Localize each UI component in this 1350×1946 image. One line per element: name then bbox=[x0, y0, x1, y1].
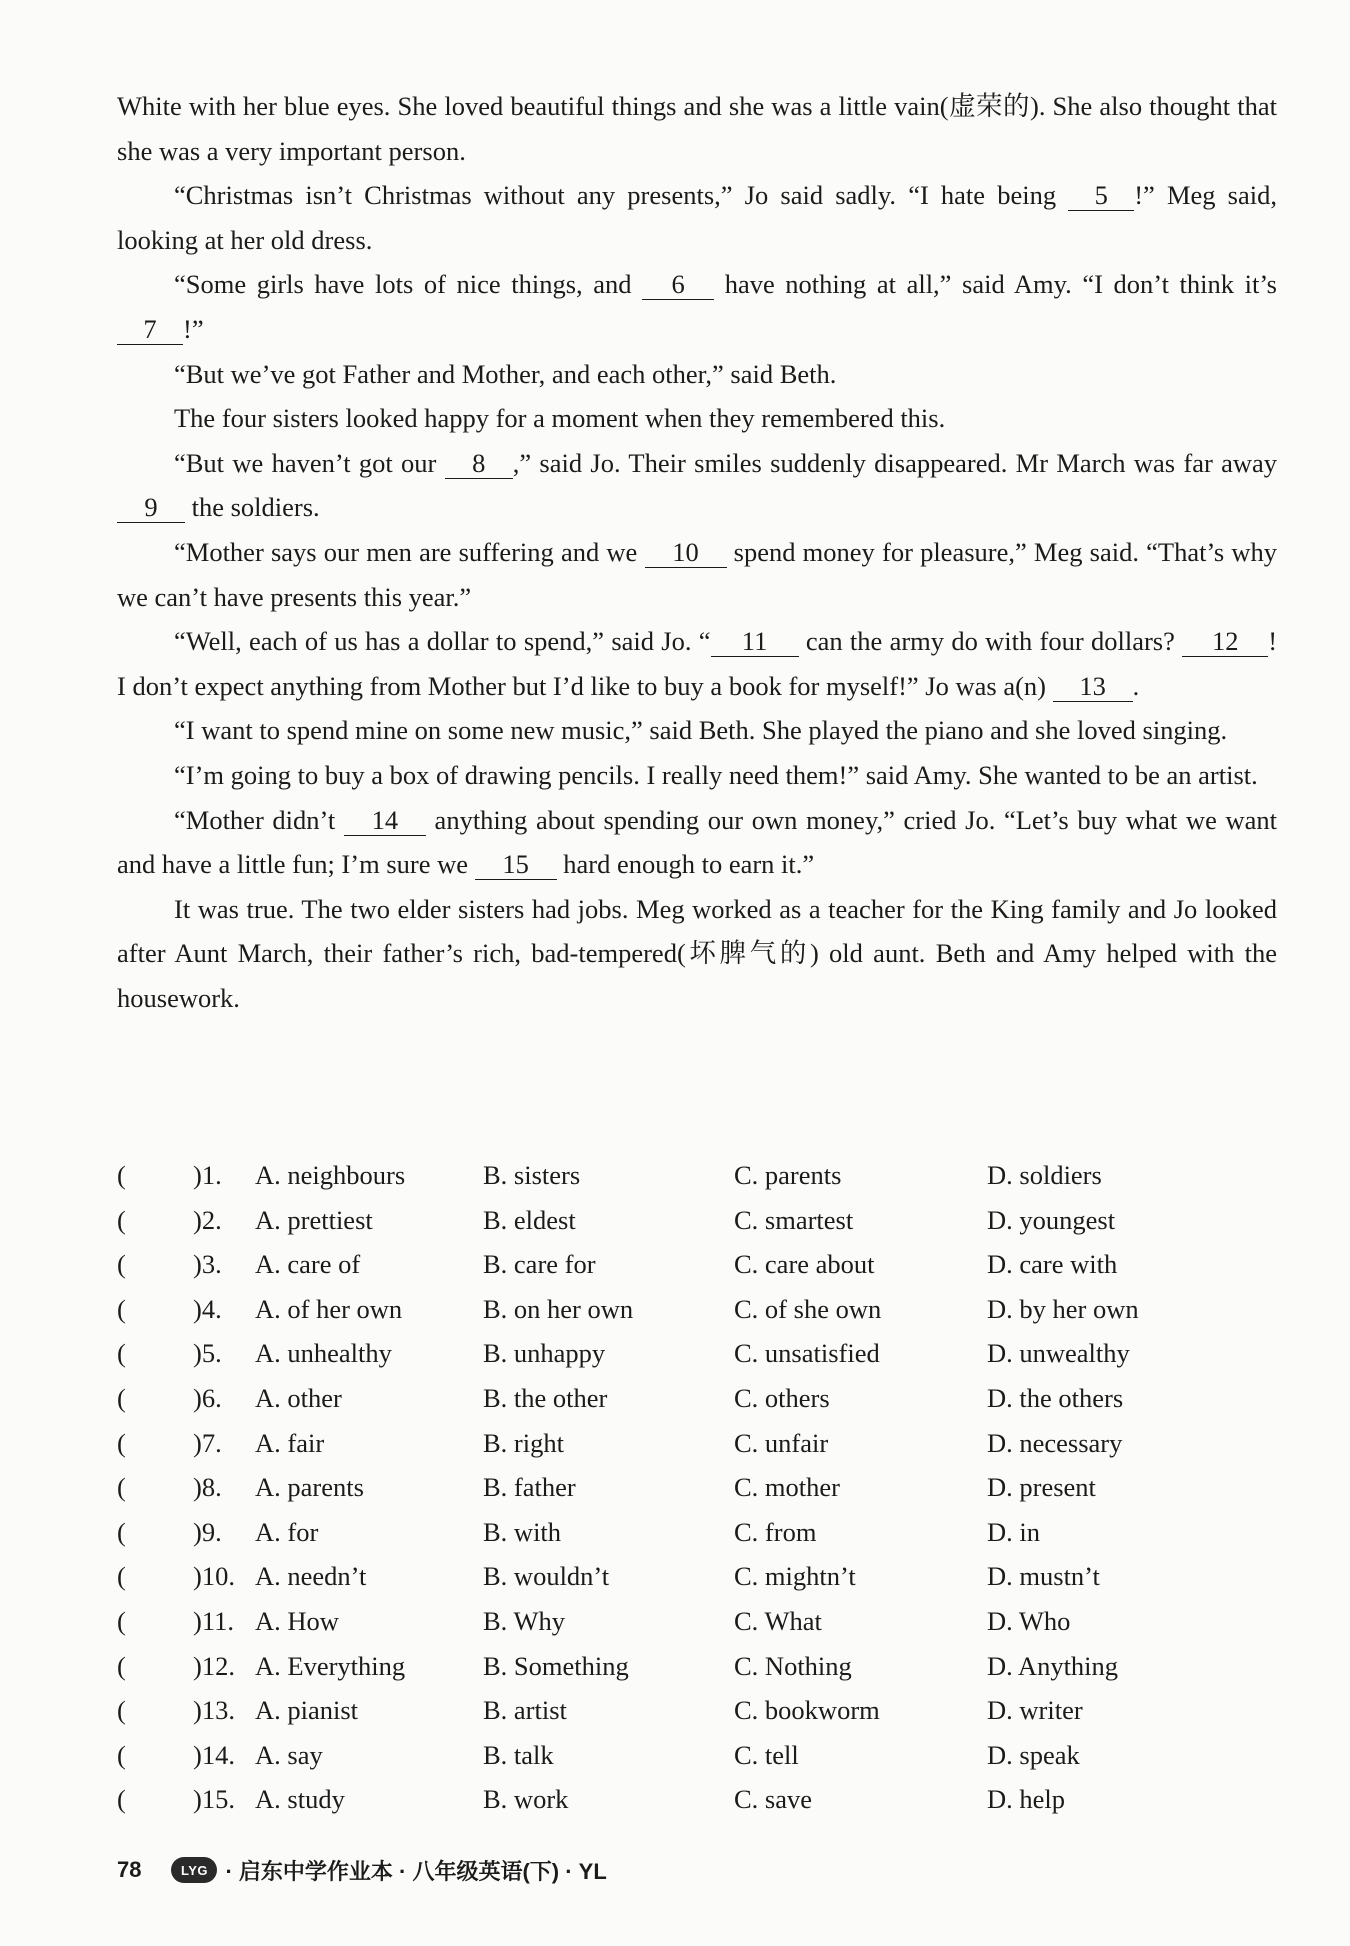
blank-9: 9 bbox=[117, 492, 185, 523]
passage-paragraph-8: “Well, each of us has a dollar to spend,” said Jo. “ 11 can the army do with four dollars? 12 ! I don’t expect anything from Mother but I’d like to buy a book for myself!” Jo was a(n) 13 . bbox=[117, 626, 1278, 701]
question-row bbox=[117, 1153, 1277, 1198]
option-a: A. study bbox=[255, 1784, 345, 1815]
question-row bbox=[117, 1733, 1277, 1778]
option-d: D. soldiers bbox=[987, 1160, 1102, 1190]
question-row bbox=[117, 1688, 1277, 1733]
option-a: A. needn’t bbox=[255, 1561, 367, 1592]
answer-paren: ( bbox=[117, 1427, 126, 1458]
passage-paragraph-6: “But we haven’t got our 8 ,” said Jo. Their smiles suddenly disappeared. Mr March was far away 9 the soldiers. bbox=[117, 441, 1277, 530]
option-a: A. pianist bbox=[255, 1695, 359, 1726]
question-number: )3. bbox=[193, 1249, 222, 1280]
question-number: )6. bbox=[193, 1382, 222, 1413]
option-c: C. save bbox=[734, 1784, 813, 1815]
answer-paren: ( bbox=[117, 1382, 126, 1413]
option-a: A. say bbox=[255, 1739, 323, 1770]
option-b: B. eldest bbox=[483, 1204, 576, 1235]
question-number: )15. bbox=[193, 1784, 235, 1815]
question-row bbox=[117, 1644, 1277, 1689]
passage-paragraph-7: “Mother says our men are suffering and we 10 spend money for pleasure,” Meg said. “That’s why we can’t have presents this year.” bbox=[117, 536, 1277, 612]
question-number: )13. bbox=[193, 1695, 235, 1726]
option-c: C. from bbox=[734, 1516, 817, 1547]
option-d: D. in bbox=[987, 1516, 1040, 1547]
publisher-logo: LYG bbox=[171, 1857, 217, 1883]
option-a: A. of her own bbox=[255, 1293, 403, 1324]
option-d: D. Anything bbox=[987, 1650, 1119, 1681]
option-b: B. the other bbox=[483, 1382, 608, 1413]
option-d: D. by her own bbox=[987, 1293, 1139, 1324]
option-a: A. Everything bbox=[255, 1650, 406, 1681]
answer-paren: ( bbox=[117, 1561, 126, 1592]
blank-14: 14 bbox=[344, 805, 426, 836]
answer-paren: ( bbox=[117, 1249, 126, 1280]
option-d: D. Who bbox=[987, 1605, 1071, 1636]
answer-paren: ( bbox=[117, 1338, 126, 1369]
question-row bbox=[117, 1599, 1277, 1644]
option-b: B. sisters bbox=[483, 1160, 581, 1190]
question-row bbox=[117, 1242, 1277, 1287]
question-number: )14. bbox=[193, 1739, 235, 1770]
answer-paren: ( bbox=[117, 1516, 126, 1547]
blank-15: 15 bbox=[475, 849, 557, 880]
blank-12: 12 bbox=[1182, 626, 1268, 657]
blank-13: 13 bbox=[1053, 671, 1133, 702]
option-c: C. smartest bbox=[734, 1204, 854, 1235]
option-b: B. father bbox=[483, 1472, 576, 1503]
option-c: C. unfair bbox=[734, 1427, 829, 1458]
question-row bbox=[117, 1198, 1277, 1243]
question-row bbox=[117, 1777, 1277, 1822]
option-a: A. parents bbox=[255, 1472, 364, 1503]
option-b: B. wouldn’t bbox=[483, 1561, 610, 1592]
cloze-passage bbox=[117, 84, 1277, 1020]
option-c: C. mightn’t bbox=[734, 1561, 856, 1592]
blank-8: 8 bbox=[445, 448, 513, 479]
option-d: D. writer bbox=[987, 1695, 1083, 1726]
option-a: A. neighbours bbox=[255, 1160, 406, 1190]
question-row bbox=[117, 1554, 1277, 1599]
question-row bbox=[117, 1376, 1277, 1421]
option-c: C. bookworm bbox=[734, 1695, 880, 1726]
option-d: D. unwealthy bbox=[987, 1338, 1130, 1369]
option-d: D. speak bbox=[987, 1739, 1080, 1770]
answer-paren: ( bbox=[117, 1472, 126, 1503]
option-c: C. parents bbox=[734, 1160, 842, 1190]
passage-paragraph-10: “I’m going to buy a box of drawing pencils. I really need them!” said Amy. She wanted to be an artist. bbox=[174, 759, 1258, 790]
option-a: A. prettiest bbox=[255, 1204, 373, 1235]
answer-paren: ( bbox=[117, 1739, 126, 1770]
blank-5: 5 bbox=[1068, 180, 1134, 211]
option-b: B. work bbox=[483, 1784, 569, 1815]
option-c: C. mother bbox=[734, 1472, 840, 1503]
option-a: A. other bbox=[255, 1382, 342, 1413]
option-c: C. care about bbox=[734, 1249, 875, 1280]
option-d: D. help bbox=[987, 1784, 1066, 1815]
page-footer bbox=[117, 1850, 607, 1890]
option-b: B. with bbox=[483, 1516, 562, 1547]
question-number: )4. bbox=[193, 1293, 222, 1324]
question-number: )5. bbox=[193, 1338, 222, 1369]
option-c: C. tell bbox=[734, 1739, 799, 1770]
option-b: B. artist bbox=[483, 1695, 567, 1726]
option-c: C. Nothing bbox=[734, 1650, 852, 1681]
question-number: )12. bbox=[193, 1650, 235, 1681]
blank-10: 10 bbox=[645, 537, 727, 568]
option-b: B. on her own bbox=[483, 1293, 634, 1324]
option-c: C. others bbox=[734, 1382, 830, 1413]
question-number: )1. bbox=[193, 1160, 222, 1190]
question-number: )8. bbox=[193, 1472, 222, 1503]
question-number: )9. bbox=[193, 1516, 222, 1547]
question-row bbox=[117, 1331, 1277, 1376]
answer-paren: ( bbox=[117, 1695, 126, 1726]
question-row bbox=[117, 1510, 1277, 1555]
blank-6: 6 bbox=[642, 269, 714, 300]
answer-paren: ( bbox=[117, 1204, 126, 1235]
passage-paragraph-11: “Mother didn’t 14 anything about spending our own money,” cried Jo. “Let’s buy what we want and have a little fun; I’m sure we 15 hard enough to earn it.” bbox=[117, 804, 1277, 880]
option-d: D. necessary bbox=[987, 1427, 1123, 1458]
option-b: B. unhappy bbox=[483, 1338, 606, 1369]
question-number: )11. bbox=[193, 1605, 234, 1636]
question-row bbox=[117, 1421, 1277, 1466]
option-c: C. What bbox=[734, 1605, 822, 1636]
page-number: 78 bbox=[117, 1857, 142, 1882]
question-row bbox=[117, 1465, 1277, 1510]
option-d: D. the others bbox=[987, 1382, 1124, 1413]
option-a: A. How bbox=[255, 1605, 339, 1636]
answer-paren: ( bbox=[117, 1650, 126, 1681]
option-b: B. talk bbox=[483, 1739, 554, 1770]
passage-paragraph-5: The four sisters looked happy for a moment when they remembered this. bbox=[174, 403, 946, 434]
passage-paragraph-4: “But we’ve got Father and Mother, and each other,” said Beth. bbox=[174, 358, 837, 389]
option-d: D. mustn’t bbox=[987, 1561, 1100, 1592]
option-a: A. for bbox=[255, 1516, 319, 1547]
option-b: B. right bbox=[483, 1427, 564, 1458]
passage-paragraph-3: “Some girls have lots of nice things, and 6 have nothing at all,” said Amy. “I don’t think it’s 7 !” bbox=[117, 262, 1277, 351]
answer-paren: ( bbox=[117, 1784, 126, 1815]
option-b: B. Why bbox=[483, 1605, 565, 1636]
question-number: )10. bbox=[193, 1561, 235, 1592]
option-b: B. care for bbox=[483, 1249, 596, 1280]
option-c: C. unsatisfied bbox=[734, 1338, 880, 1369]
option-a: A. fair bbox=[255, 1427, 325, 1458]
question-row bbox=[117, 1287, 1277, 1332]
option-b: B. Something bbox=[483, 1650, 629, 1681]
option-d: D. care with bbox=[987, 1249, 1118, 1280]
option-a: A. care of bbox=[255, 1249, 361, 1280]
passage-paragraph-2: “Christmas isn’t Christmas without any presents,” Jo said sadly. “I hate being 5 !” Meg said, looking at her old dress. bbox=[117, 180, 1277, 255]
option-d: D. present bbox=[987, 1472, 1096, 1503]
passage-paragraph-1: White with her blue eyes. She loved beautiful things and she was a little vain(虚荣的). She also thought that she was a very important person. bbox=[117, 91, 1277, 166]
passage-paragraph-12: It was true. The two elder sisters had jobs. Meg worked as a teacher for the King family and Jo looked after Aunt March, their father’s rich, bad-tempered(坏脾气的) old aunt. Beth and Amy helped with the housework. bbox=[117, 893, 1277, 1013]
answer-options bbox=[117, 1153, 1277, 1822]
answer-paren: ( bbox=[117, 1293, 126, 1324]
book-series-title: · 启东中学作业本 · 八年级英语(下) · YL bbox=[225, 1858, 607, 1884]
option-d: D. youngest bbox=[987, 1204, 1116, 1235]
answer-paren: ( bbox=[117, 1605, 126, 1636]
answer-paren: ( bbox=[117, 1160, 126, 1190]
question-number: )2. bbox=[193, 1204, 222, 1235]
question-number: )7. bbox=[193, 1427, 222, 1458]
option-c: C. of she own bbox=[734, 1293, 882, 1324]
blank-11: 11 bbox=[711, 626, 799, 657]
blank-7: 7 bbox=[117, 314, 183, 345]
option-a: A. unhealthy bbox=[255, 1338, 392, 1369]
passage-paragraph-9: “I want to spend mine on some new music,” said Beth. She played the piano and she loved singing. bbox=[174, 715, 1228, 746]
